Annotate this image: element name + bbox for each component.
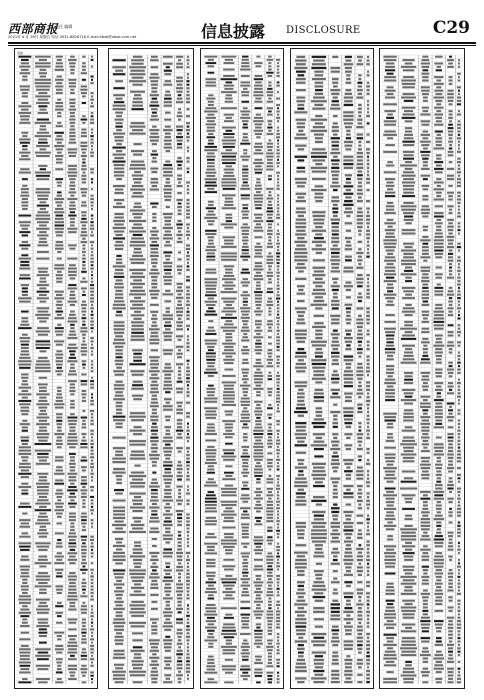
disclosure-table-col-3 [200,48,284,689]
table-rows [16,55,96,683]
column-header: 表格 [17,51,24,55]
edition-note: 责任 编辑 [55,24,73,29]
table-rows [292,55,372,683]
date-line: 2021年 4 月 16日 星期五 电话 0931-8826716 E-mail:xbsb@xbsb.com.net [8,35,137,39]
section-title-en: DISCLOSURE [286,25,361,36]
table-rows [202,55,282,683]
masthead-rule-thin [8,45,476,46]
table-texture [109,49,193,688]
masthead-rule [8,42,476,44]
masthead [0,0,484,46]
table-texture [291,49,373,688]
disclosure-table-col-5 [379,48,465,689]
disclosure-table-col-1 [14,48,98,689]
table-texture [380,49,464,688]
page-number: C29 [432,18,470,38]
table-texture [201,49,283,688]
newspaper-logo: 西部商报 [8,22,59,36]
disclosure-table-col-4 [290,48,374,689]
table-rows [381,55,463,683]
disclosure-columns [0,48,484,700]
disclosure-table-col-2 [108,48,194,689]
section-title: 信息披露 [201,22,266,41]
table-texture [15,49,97,688]
table-rows [110,55,192,683]
